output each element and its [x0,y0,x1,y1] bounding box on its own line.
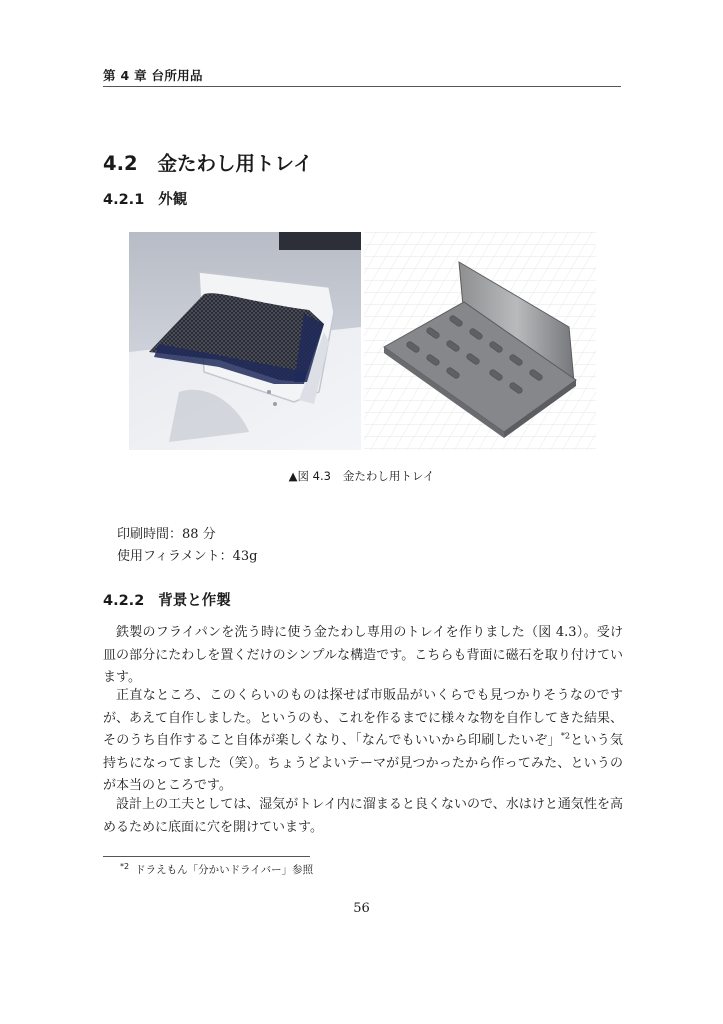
paragraph-1-text: 鉄製のフライパンを洗う時に使う金たわし専用のトレイを作りました（図 4.3）。受け皿の部分にたわしを置くだけのシンプルな構造です。こちらも背面に磁石を取り付けています。 [103,625,623,685]
photo-of-printed-tray-icon [129,232,361,450]
tray-photo [129,232,361,450]
figure-caption-label: ▲図 4.3 [288,469,331,483]
paragraph-3-text: 設計上の工夫としては、湿気がトレイ内に溜まると良くないので、水はけと通気性を高めるために底面に穴を開けています。 [103,797,623,835]
footnote-mark: *2 [120,861,130,871]
subsection-heading-appearance [103,188,187,209]
section-title: 金たわし用トレイ [157,152,313,175]
subsection-title: 背景と作製 [158,593,231,609]
print-time: 印刷時間：88 分 [117,527,216,542]
paragraph-1 [103,622,623,690]
section-heading [103,148,313,176]
tray-3d-render [364,232,596,450]
footnote [120,862,313,877]
subsection-heading-background [103,589,231,610]
paragraph-3 [103,794,623,839]
paragraph-2-text-after: という気持ちになってました（笑）。ちょうどよいテーマが見つかったから作ってみた、というのが本当のところです。 [103,733,623,793]
paragraph-2 [103,685,623,798]
filament-usage: 使用フィラメント：43g [117,549,258,564]
paragraph-2-text-before: 正直なところ、このくらいのものは探せば市販品がいくらでも見つかりそうなのですが、あえて自作しました。というのも、これを作るまでに様々な物を自作してきた結果、そのうち自作すること自体が楽しくなり、「なんでもいいから印刷したいぞ」 [103,688,624,748]
footnote-divider [103,856,310,857]
figure-caption-text: 金たわし用トレイ [342,469,435,483]
section-number: 4.2 [103,152,138,175]
footnote-text: ドラえもん「分かいドライバー」参照 [135,864,314,876]
footnote-reference[interactable]: *2 [560,731,570,741]
subsection-title: 外観 [158,192,188,208]
subsection-number: 4.2.1 [103,192,145,208]
page-number: 56 [353,901,370,916]
chapter-header: 第 4 章 台所用品 [103,66,621,87]
figure-caption [0,468,723,484]
3d-model-render-icon [364,232,596,450]
subsection-number: 4.2.2 [103,593,145,609]
